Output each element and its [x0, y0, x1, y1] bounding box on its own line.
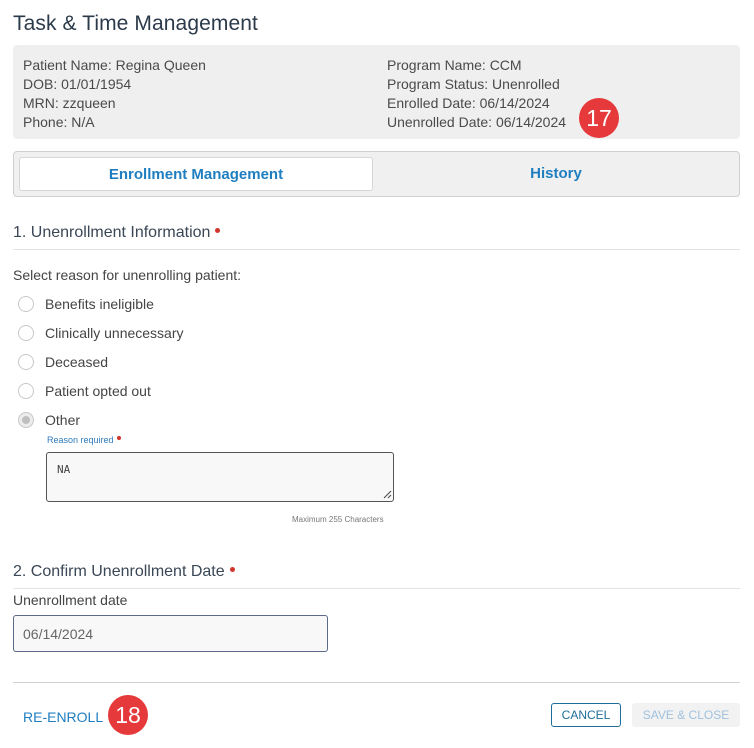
radio-button[interactable] [18, 383, 34, 399]
section-unenrollment-information [13, 224, 220, 242]
tab-enrollment-management[interactable]: Enrollment Management [19, 157, 373, 191]
radio-other[interactable] [18, 410, 80, 430]
program-details [387, 56, 566, 132]
reason-required-label [47, 435, 121, 445]
radio-clinically-unnecessary[interactable] [18, 323, 184, 343]
radio-label: Clinically unnecessary [45, 325, 184, 341]
radio-deceased[interactable] [18, 352, 108, 372]
radio-benefits-ineligible[interactable] [18, 294, 154, 314]
unenrollment-date-label: Unenrollment date [13, 592, 128, 608]
reason-label-text: Reason required [47, 435, 114, 445]
enrolled-date: Enrolled Date: 06/14/2024 [387, 95, 550, 111]
cancel-button[interactable]: CANCEL [551, 703, 621, 727]
radio-label: Other [45, 412, 81, 428]
section-title-text: 2. Confirm Unenrollment Date [13, 563, 225, 580]
reason-textarea[interactable] [46, 452, 394, 502]
divider [13, 588, 740, 589]
radio-label: Benefits ineligible [45, 296, 154, 312]
resize-handle-icon[interactable] [382, 489, 392, 499]
max-characters-hint: Maximum 255 Characters [292, 515, 384, 524]
radio-patient-opted-out[interactable] [18, 381, 151, 401]
patient-name: Patient Name: Regina Queen [23, 57, 206, 73]
annotation-badge-17: 17 [579, 98, 619, 138]
patient-dob: DOB: 01/01/1954 [23, 76, 132, 92]
section-title-text: 1. Unenrollment Information [13, 224, 211, 241]
tab-history[interactable]: History [530, 164, 582, 182]
radio-label: Deceased [45, 354, 109, 370]
patient-info-panel [13, 45, 740, 139]
radio-button[interactable] [18, 325, 34, 341]
unenrolled-date: Unenrolled Date: 06/14/2024 [387, 114, 567, 130]
save-and-close-button[interactable]: SAVE & CLOSE [632, 703, 740, 727]
patient-phone: Phone: N/A [23, 114, 95, 130]
divider [13, 249, 740, 250]
radio-button[interactable] [18, 354, 34, 370]
required-indicator [117, 436, 121, 440]
patient-mrn: MRN: zzqueen [23, 95, 116, 111]
radio-button[interactable] [18, 296, 34, 312]
program-status: Program Status: Unenrolled [387, 76, 560, 92]
section-confirm-date [13, 563, 235, 581]
patient-details [23, 56, 206, 132]
radio-label: Patient opted out [45, 383, 151, 399]
required-indicator [230, 567, 235, 572]
page-title: Task & Time Management [13, 12, 258, 35]
unenrollment-date-input[interactable]: 06/14/2024 [13, 615, 328, 652]
footer-divider [13, 682, 740, 683]
re-enroll-button[interactable]: RE-ENROLL [23, 709, 104, 725]
reason-prompt: Select reason for unenrolling patient: [13, 267, 242, 283]
tab-bar [13, 151, 740, 197]
required-indicator [215, 228, 220, 233]
radio-button-selected[interactable] [18, 412, 34, 428]
program-name: Program Name: CCM [387, 57, 522, 73]
annotation-badge-18: 18 [108, 695, 148, 735]
